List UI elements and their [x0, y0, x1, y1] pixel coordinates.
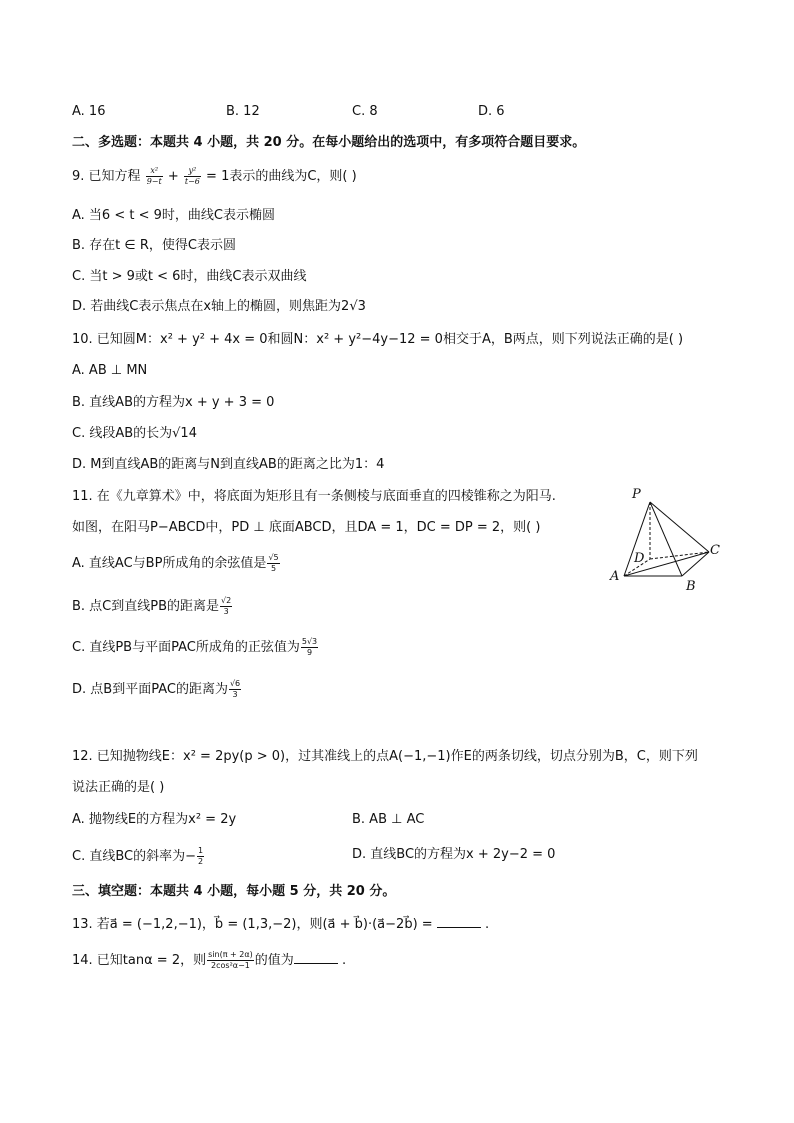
q10-option-b: B. 直线AB的方程为x + y + 3 = 0 [72, 395, 275, 410]
q8-option-a: A. 16 [72, 104, 106, 119]
q11-option-c-frac: $\frac{5√3}{9}$ [301, 637, 318, 657]
label-c: C [710, 543, 720, 558]
q10-option-d: D. M到直线AB的距离与N到直线AB的距离之比为1：4 [72, 457, 385, 472]
label-d: D [634, 551, 645, 566]
q12-option-d: D. 直线BC的方程为x + 2y−2 = 0 [352, 847, 556, 862]
label-a: A [610, 569, 620, 584]
edge-dc [650, 552, 709, 559]
q10-option-c: C. 线段AB的长为√14 [72, 426, 197, 441]
edge-pc [650, 502, 709, 552]
q14-frac: $\frac{\sin(\pi + 2\alpha)}{\text{2cos²α−1}}$ [208, 950, 253, 970]
q9-frac1: $\frac{\text{x²}}{9-t}$ [146, 166, 162, 186]
q11-stem-line2: 如图，在阳马P−ABCD中，PD ⊥ 底面ABCD，且DA = 1，DC = DP = 2，则( ) [72, 520, 541, 535]
section3-heading: 三、填空题：本题共 4 小题，每小题 5 分，共 20 分。 [72, 884, 396, 899]
q11-option-d: D. 点B到平面PAC的距离为 $\frac{√6}{3}$ [72, 679, 241, 699]
q11-stem-line1: 11. 在《九章算术》中，将底面为矩形且有一条侧棱与底面垂直的四棱锥称之为阳马. [72, 489, 556, 504]
q9-stem-post: = 1表示的曲线为C，则( ) [206, 169, 357, 184]
q14-answer-blank[interactable] [294, 951, 338, 964]
q12-option-c-frac: $\frac{1}{2}$ [198, 846, 204, 866]
q9-option-c: C. 当t > 9或t < 6时，曲线C表示双曲线 [72, 269, 307, 284]
label-p: P [632, 487, 641, 502]
q11-option-a-frac: $\frac{√5}{5}$ [268, 553, 279, 573]
q8-option-c: C. 8 [352, 104, 378, 119]
q9-option-a: A. 当6 < t < 9时，曲线C表示椭圆 [72, 208, 275, 223]
q8-option-b: B. 12 [226, 104, 260, 119]
q13-stem: 13. 若a⃗ = (−1,2,−1)，b⃗ = (1,3,−2)，则(a⃗ + b⃗)·(a⃗−2b⃗) = . [72, 917, 490, 932]
q12-option-c: C. 直线BC的斜率为− $\frac{1}{2}$ [72, 846, 204, 866]
q12-option-b: B. AB ⊥ AC [352, 812, 425, 827]
pyramid-figure [606, 484, 726, 594]
q11-option-b: B. 点C到直线PB的距离是 $\frac{√2}{3}$ [72, 596, 232, 616]
q11-option-b-frac: $\frac{√2}{3}$ [221, 596, 232, 616]
q10-option-a: A. AB ⊥ MN [72, 363, 148, 378]
q9-stem [72, 166, 357, 187]
q9-frac2: $\frac{\text{y²}}{t-6}$ [184, 166, 200, 186]
q9-stem-pre: 9. 已知方程 [72, 169, 141, 184]
q12-option-a: A. 抛物线E的方程为x² = 2y [72, 812, 237, 827]
q9-plus: + [167, 169, 179, 184]
q11-option-d-frac: $\frac{√6}{3}$ [229, 679, 241, 699]
edge-pb [650, 502, 682, 576]
label-b: B [686, 579, 696, 594]
section2-heading: 二、多选题：本题共 4 小题，共 20 分。在每小题给出的选项中，有多项符合题目要求。 [72, 135, 586, 150]
q11-option-a: A. 直线AC与BP所成角的余弦值是 $\frac{√5}{5}$ [72, 553, 279, 573]
q11-option-c: C. 直线PB与平面PAC所成角的正弦值为 $\frac{5√3}{9}$ [72, 637, 318, 657]
q9-option-b: B. 存在t ∈ R，使得C表示圆 [72, 238, 236, 253]
q12-stem-line1: 12. 已知抛物线E：x² = 2py(p > 0)，过其准线上的点A(−1,−1)作E的两条切线，切点分别为B，C，则下列 [72, 749, 698, 764]
q12-stem-line2: 说法正确的是( ) [72, 780, 165, 795]
q10-stem: 10. 已知圆M：x² + y² + 4x = 0和圆N：x² + y²−4y−12 = 0相交于A，B两点，则下列说法正确的是( ) [72, 332, 684, 347]
q14-stem: 14. 已知tanα = 2，则 $\frac{\sin(\pi + 2\alpha)}{\text{2cos²α−1}}$ 的值为 . [72, 950, 347, 970]
q9-option-d: D. 若曲线C表示焦点在x轴上的椭圆，则焦距为2√3 [72, 299, 366, 314]
q8-option-d: D. 6 [478, 104, 505, 119]
q13-answer-blank[interactable] [437, 915, 481, 928]
